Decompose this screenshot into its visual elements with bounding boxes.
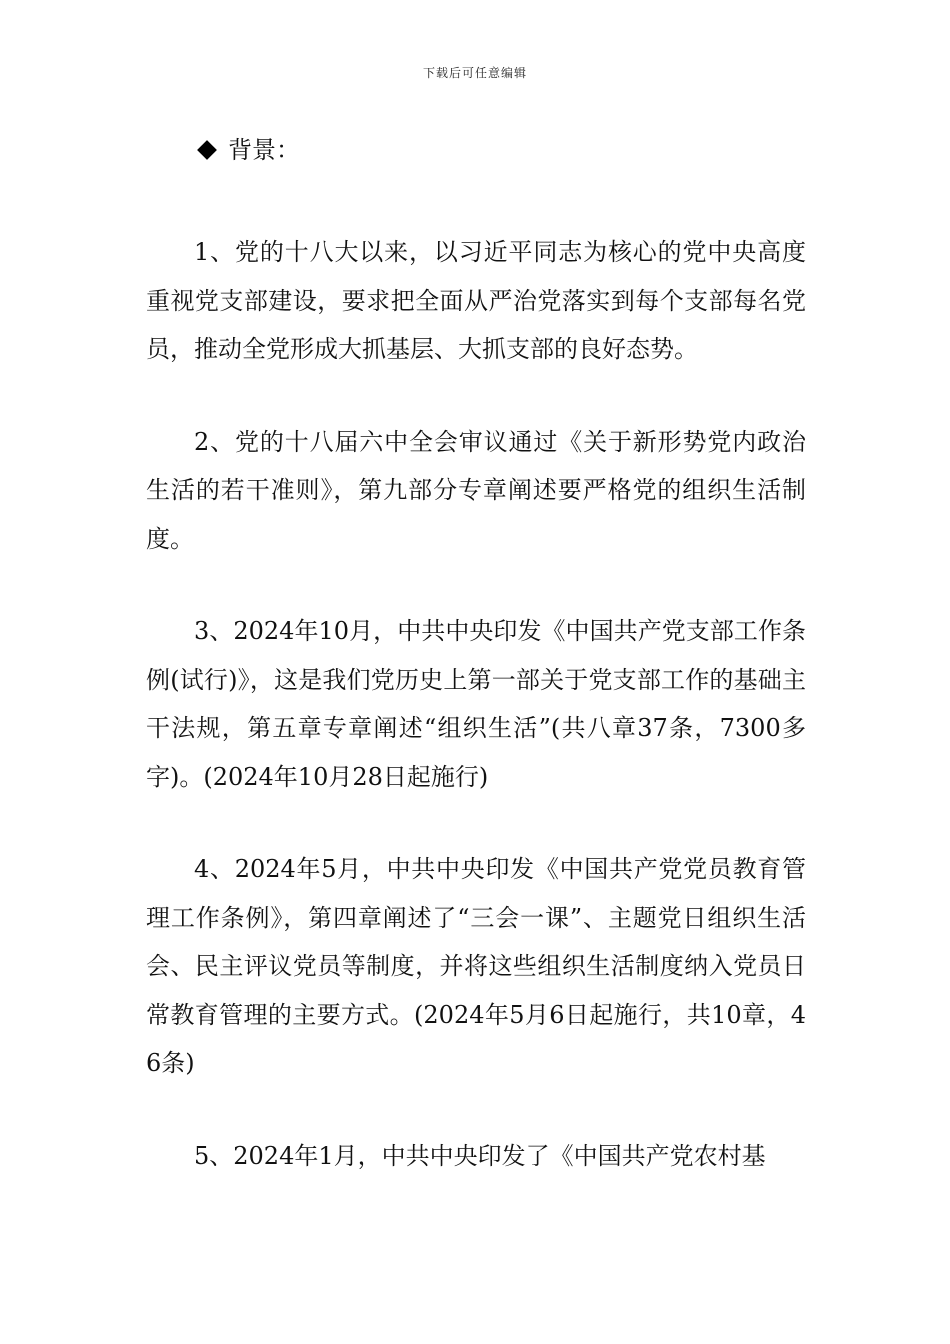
diamond-bullet-icon bbox=[197, 140, 217, 160]
paragraph-4: 4、2024年5月，中共中央印发《中国共产党党员教育管理工作条例》，第四章阐述了“三会一课”、主题党日组织生活会、民主评议党员等制度，并将这些组织生活制度纳入党员日常教育管理的主要方式。(2024年5月6日起施行，共10章，46条) bbox=[146, 855, 806, 1077]
section-heading-text: 背景： bbox=[228, 136, 300, 164]
section-heading bbox=[196, 132, 300, 168]
document-body bbox=[146, 228, 806, 1224]
paragraph-3: 3、2024年10月，中共中央印发《中国共产党支部工作条例(试行)》，这是我们党历史上第一部关于党支部工作的基础主干法规，第五章专章阐述“组织生活”(共八章37条，7300多字)。(2024年10月28日起施行) bbox=[146, 617, 806, 791]
paragraph-1: 1、党的十八大以来，以习近平同志为核心的党中央高度重视党支部建设，要求把全面从严治党落实到每个支部每名党员，推动全党形成大抓基层、大抓支部的良好态势。 bbox=[146, 238, 806, 363]
paragraph-5: 5、2024年1月，中共中央印发了《中国共产党农村基 bbox=[194, 1141, 766, 1170]
paragraph-2: 2、党的十八届六中全会审议通过《关于新形势党内政治生活的若干准则》，第九部分专章阐述要严格党的组织生活制度。 bbox=[146, 427, 806, 553]
page-header-note: 下载后可任意编辑 bbox=[422, 66, 527, 80]
